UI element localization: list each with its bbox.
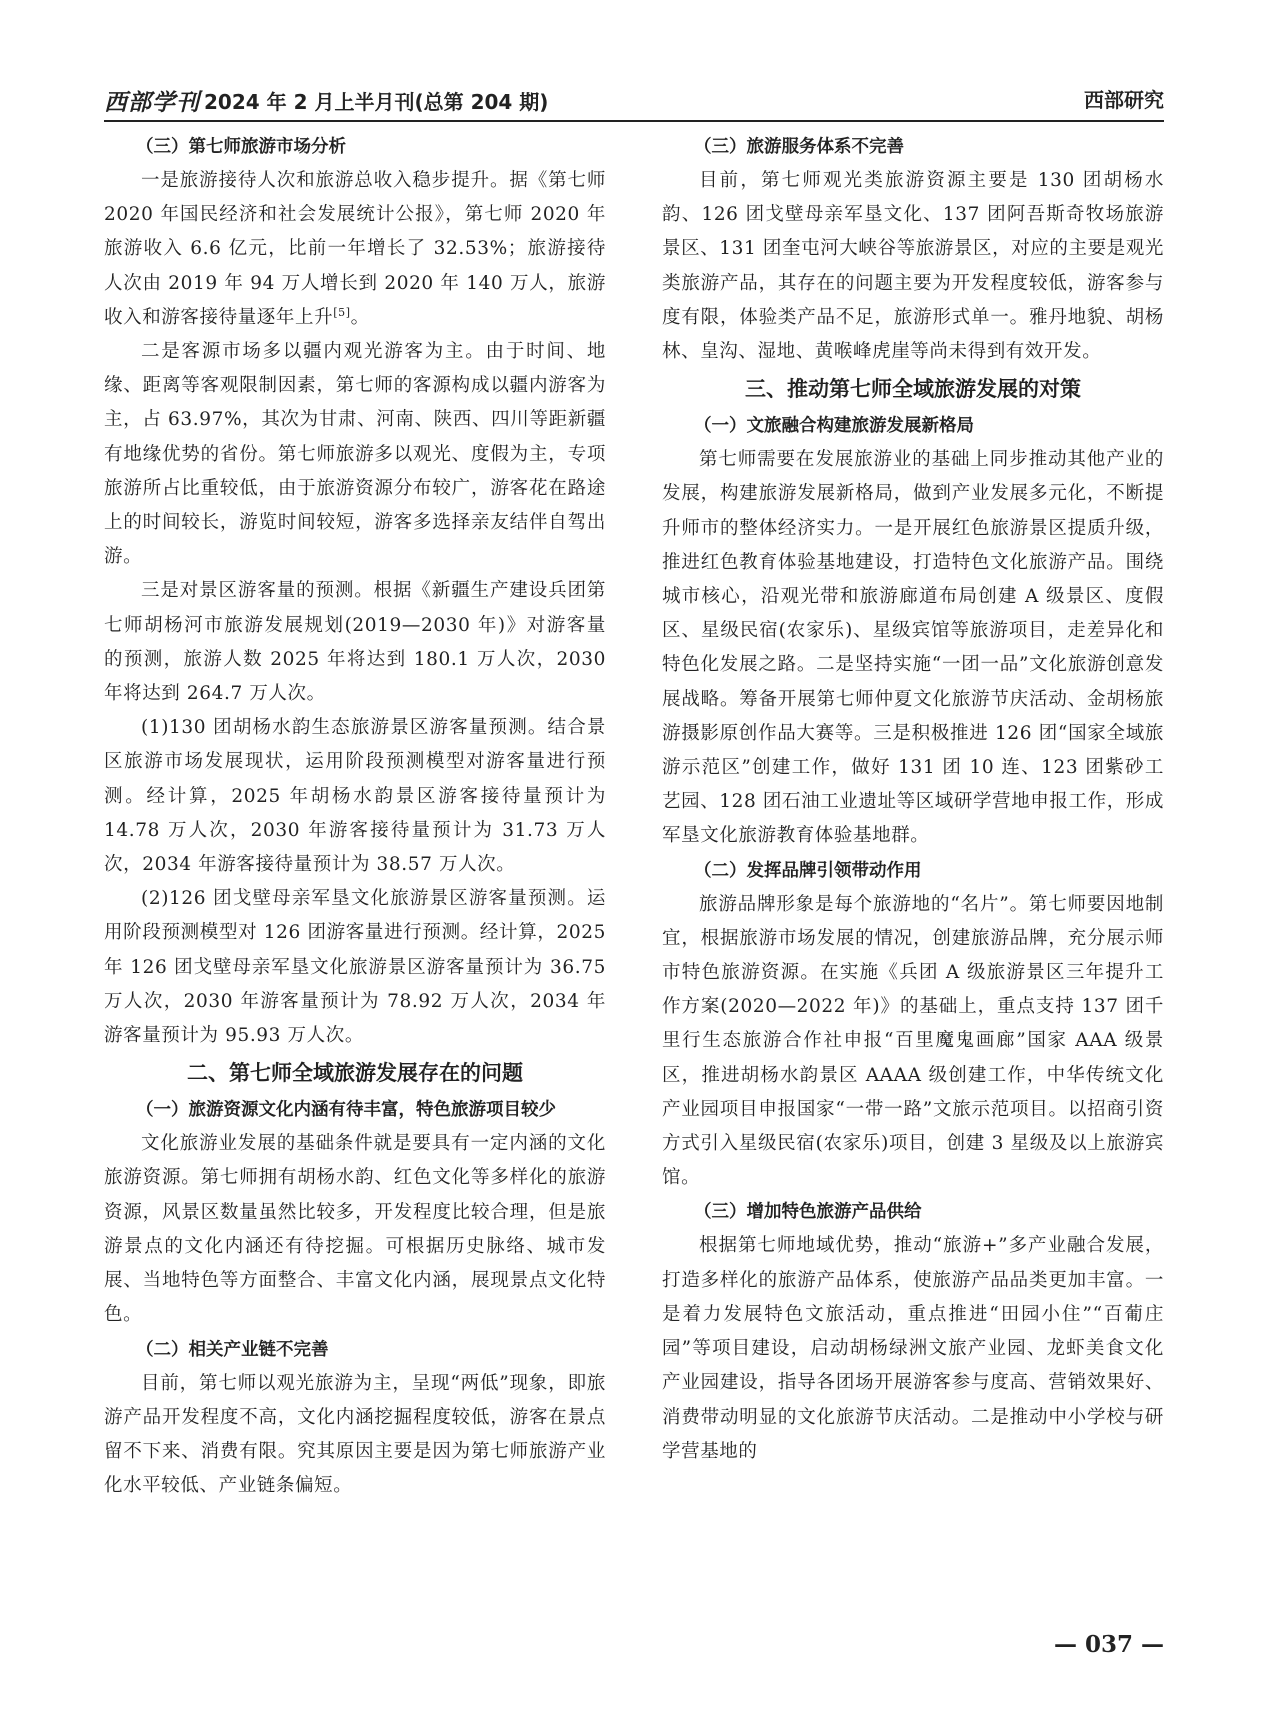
heading-culture: （一）旅游资源文化内涵有待丰富，特色旅游项目较少: [136, 1100, 556, 1121]
heading-service-system: （三）旅游服务体系不完善: [694, 137, 904, 157]
paragraph: 二是客源市场多以疆内观光游客为主。由于时间、地缘、距离等客观限制因素，第七师的客源构成以疆内游客为主，占 63.97%，其次为甘肃、河南、陕西、四川等距新疆有地缘优势的省份。第七师旅游多以观光、度假为主，专项旅游所占比重较低，由于旅游资源分布较广，游客花在路途上的时间较长，游览时间较短，游客多选择亲友结伴自驾出游。: [104, 341, 606, 568]
heading-problems: 二、第七师全域旅游发展存在的问题: [187, 1061, 523, 1086]
header-rule: [104, 120, 1164, 122]
heading-brand: （二）发挥品牌引领带动作用: [694, 860, 922, 881]
journal-logo: 西部学刊: [104, 89, 200, 116]
paragraph: 根据第七师地域优势，推动“旅游+”多产业融合发展，打造多样化的旅游产品体系，使旅游产品品类更加丰富。一是着力发展特色文旅活动，重点推进“田园小住”“百葡庄园”等项目建设，启动胡杨绿洲文旅产业园、龙虾美食文化产业园建设，指导各团场开展游客参与度高、营销效果好、消费带动明显的文化旅游节庆活动。二是推动中小学校与研学营基地的: [662, 1235, 1164, 1462]
paragraph: 目前，第七师观光类旅游资源主要是 130 团胡杨水韵、126 团戈壁母亲军垦文化、137 团阿吾斯奇牧场旅游景区、131 团奎屯河大峡谷等旅游景区，对应的主要是观光类旅游产品，其存在的问题主要为开发程度较低，游客参与度有限，体验类产品不足，旅游形式单一。雅丹地貌、胡杨林、皇沟、湿地、黄喉峰虎崖等尚未得到有效开发。: [662, 170, 1164, 363]
heading-measures: 三、推动第七师全域旅游发展的对策: [745, 377, 1081, 402]
right-column: [662, 130, 1164, 1469]
paragraph: 旅游品牌形象是每个旅游地的“名片”。第七师要因地制宜，根据旅游市场发展的情况，创建旅游品牌，充分展示师市特色旅游资源。在实施《兵团 A 级旅游景区三年提升工作方案(2020—2022 年)》的基础上，重点支持 137 团千里行生态旅游合作社申报“百里魔鬼画廊”国家 AAA 级景区，推进胡杨水韵景区 AAAA 级创建工作，中华传统文化产业园项目申报国家“一带一路”文旅示范项目。以招商引资方式引入星级民宿(农家乐)项目，创建 3 星级及以上旅游宾馆。: [662, 893, 1164, 1189]
heading-culture-tourism-fusion: （一）文旅融合构建旅游发展新格局: [694, 416, 974, 437]
running-header: [104, 78, 1164, 122]
paragraph: 目前，第七师以观光旅游为主，呈现“两低”现象，即旅游产品开发程度不高，文化内涵挖掘程度较低，游客在景点留不下来、消费有限。究其原因主要是因为第七师旅游产业化水平较低、产业链条偏短。: [104, 1372, 606, 1497]
heading-products: （三）增加特色旅游产品供给: [694, 1202, 922, 1223]
paragraph: (1)130 团胡杨水韵生态旅游景区游客量预测。结合景区旅游市场发展现状，运用阶段预测模型对游客量进行预测。经计算，2025 年胡杨水韵景区游客接待量预计为 14.78 万人次，2030 年游客接待量预计为 31.73 万人次，2034 年游客接待量预计为 38.57 万人次。: [104, 717, 606, 876]
left-column: [104, 130, 606, 1503]
page-number: — 037 —: [1053, 1631, 1164, 1658]
paragraph: 三是对景区游客量的预测。根据《新疆生产建设兵团第七师胡杨河市旅游发展规划(2019—2030 年)》对游客量的预测，旅游人数 2025 年将达到 180.1 万人次，2030 年将达到 264.7 万人次。: [104, 580, 606, 705]
paragraph: 一是旅游接待人次和旅游总收入稳步提升。据《第七师 2020 年国民经济和社会发展统计公报》，第七师 2020 年旅游收入 6.6 亿元，比前一年增长了 32.53%；旅游接待人次由 2019 年 94 万人增长到 2020 年 140 万人，旅游收入和游客接待量逐年上升[5]。: [104, 170, 606, 328]
header-left: [104, 84, 548, 117]
section-name: 西部研究: [1084, 88, 1164, 112]
issue-info: 2024 年 2 月上半月刊(总第 204 期): [204, 90, 549, 114]
citation-ref: [5]: [333, 305, 351, 319]
heading-industry-chain: （二）相关产业链不完善: [136, 1339, 329, 1360]
heading-market-analysis: （三）第七师旅游市场分析: [136, 137, 346, 157]
paragraph: (2)126 团戈壁母亲军垦文化旅游景区游客量预测。运用阶段预测模型对 126 团游客量进行预测。经计算，2025 年 126 团戈壁母亲军垦文化旅游景区游客量预计为 36.75 万人次，2030 年游客量预计为 78.92 万人次，2034 年游客量预计为 95.93 万人次。: [104, 888, 606, 1047]
paragraph: 第七师需要在发展旅游业的基础上同步推动其他产业的发展，构建旅游发展新格局，做到产业发展多元化，不断提升师市的整体经济实力。一是开展红色旅游景区提质升级，推进红色教育体验基地建设，打造特色文化旅游产品。围绕城市核心，沿观光带和旅游廊道布局创建 A 级景区、度假区、星级民宿(农家乐)、星级宾馆等旅游项目，走差异化和特色化发展之路。二是坚持实施“一团一品”文化旅游创意发展战略。筹备开展第七师仲夏文化旅游节庆活动、金胡杨旅游摄影原创作品大赛等。三是积极推进 126 团“国家全域旅游示范区”创建工作，做好 131 团 10 连、123 团紫砂工艺园、128 团石油工业遗址等区域研学营地申报工作，形成军垦文化旅游教育体验基地群。: [662, 449, 1164, 847]
paragraph: 文化旅游业发展的基础条件就是要具有一定内涵的文化旅游资源。第七师拥有胡杨水韵、红色文化等多样化的旅游资源，风景区数量虽然比较多，开发程度比较合理，但是旅游景点的文化内涵还有待挖掘。可根据历史脉络、城市发展、当地特色等方面整合、丰富文化内涵，展现景点文化特色。: [104, 1133, 606, 1326]
